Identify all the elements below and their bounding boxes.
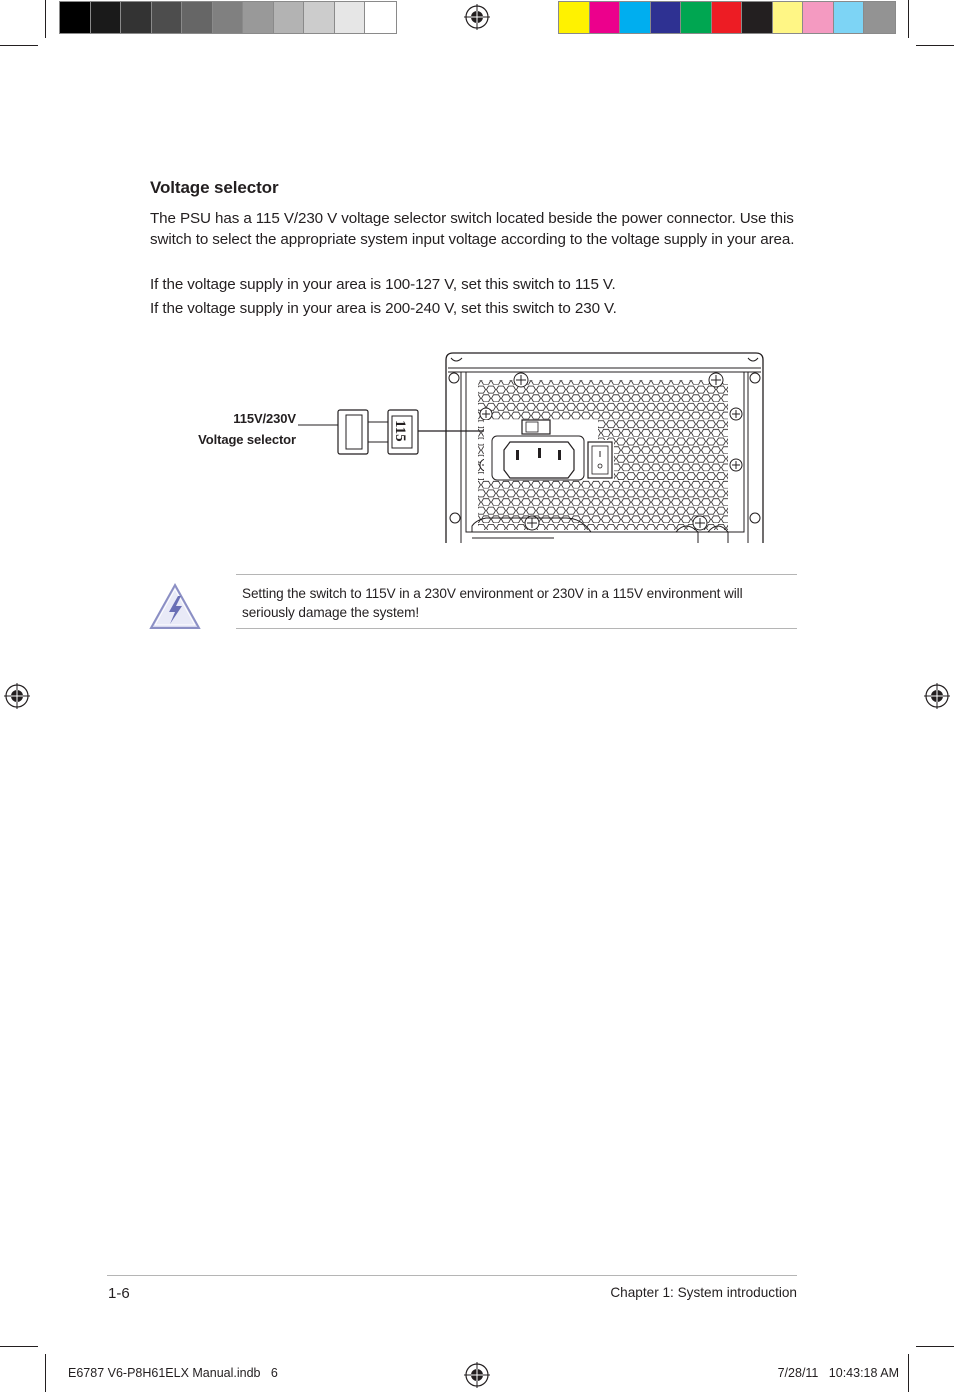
crop-mark (916, 1346, 954, 1347)
color-swatch (620, 2, 651, 33)
psu-rear-illustration (296, 350, 766, 543)
color-swatch (304, 2, 335, 33)
color-swatch (773, 2, 804, 33)
color-swatch (864, 2, 895, 33)
color-swatch (651, 2, 682, 33)
crop-mark (45, 0, 46, 38)
crop-mark (916, 45, 954, 46)
warning-triangle-icon (148, 582, 202, 632)
color-swatch (91, 2, 122, 33)
color-swatch (213, 2, 244, 33)
instruction-115v: If the voltage supply in your area is 100-127 V, set this switch to 115 V. (150, 276, 616, 293)
note-rule-bottom (236, 628, 797, 629)
color-swatch (803, 2, 834, 33)
color-swatch (60, 2, 91, 33)
color-swatch (365, 2, 396, 33)
crop-mark (0, 45, 38, 46)
footer-rule (107, 1275, 797, 1276)
color-swatch (559, 2, 590, 33)
color-swatch (834, 2, 865, 33)
callout-label-selector: Voltage selector (198, 432, 296, 447)
color-swatch (152, 2, 183, 33)
color-swatch (274, 2, 305, 33)
color-swatch (681, 2, 712, 33)
instruction-230v: If the voltage supply in your area is 200-240 V, set this switch to 230 V. (150, 300, 617, 317)
slug-file-name: E6787 V6-P8H61ELX Manual.indb 6 (68, 1366, 278, 1380)
color-swatch (243, 2, 274, 33)
section-title: Voltage selector (150, 178, 279, 197)
color-swatch (590, 2, 621, 33)
crop-mark (0, 1346, 38, 1347)
note-rule-top (236, 574, 797, 575)
color-swatch (182, 2, 213, 33)
ac-power-inlet (504, 442, 574, 478)
page-number: 1-6 (108, 1285, 130, 1302)
crop-mark (908, 1354, 909, 1392)
switch-reading: 115 (392, 420, 408, 442)
color-swatch (121, 2, 152, 33)
chapter-title: Chapter 1: System introduction (610, 1285, 797, 1300)
slug-timestamp: 7/28/11 10:43:18 AM (777, 1366, 899, 1380)
registration-mark-icon (463, 1361, 491, 1389)
registration-mark-icon (463, 3, 491, 31)
color-swatch (335, 2, 366, 33)
grayscale-color-bar (59, 1, 397, 34)
color-swatch (712, 2, 743, 33)
registration-mark-icon (3, 682, 31, 710)
crop-mark (45, 1354, 46, 1392)
process-color-bar (558, 1, 896, 34)
warning-text: Setting the switch to 115V in a 230V environment or 230V in a 115V environment will seriously damage the system! (242, 586, 743, 620)
registration-mark-icon (923, 682, 951, 710)
color-swatch (742, 2, 773, 33)
intro-paragraph: The PSU has a 115 V/230 V voltage selector switch located beside the power connector. Use this switch to select the appropriate system input voltage according to the voltage supply in your area. (150, 210, 795, 248)
crop-mark (908, 0, 909, 38)
callout-label-voltage: 115V/230V (233, 411, 296, 426)
